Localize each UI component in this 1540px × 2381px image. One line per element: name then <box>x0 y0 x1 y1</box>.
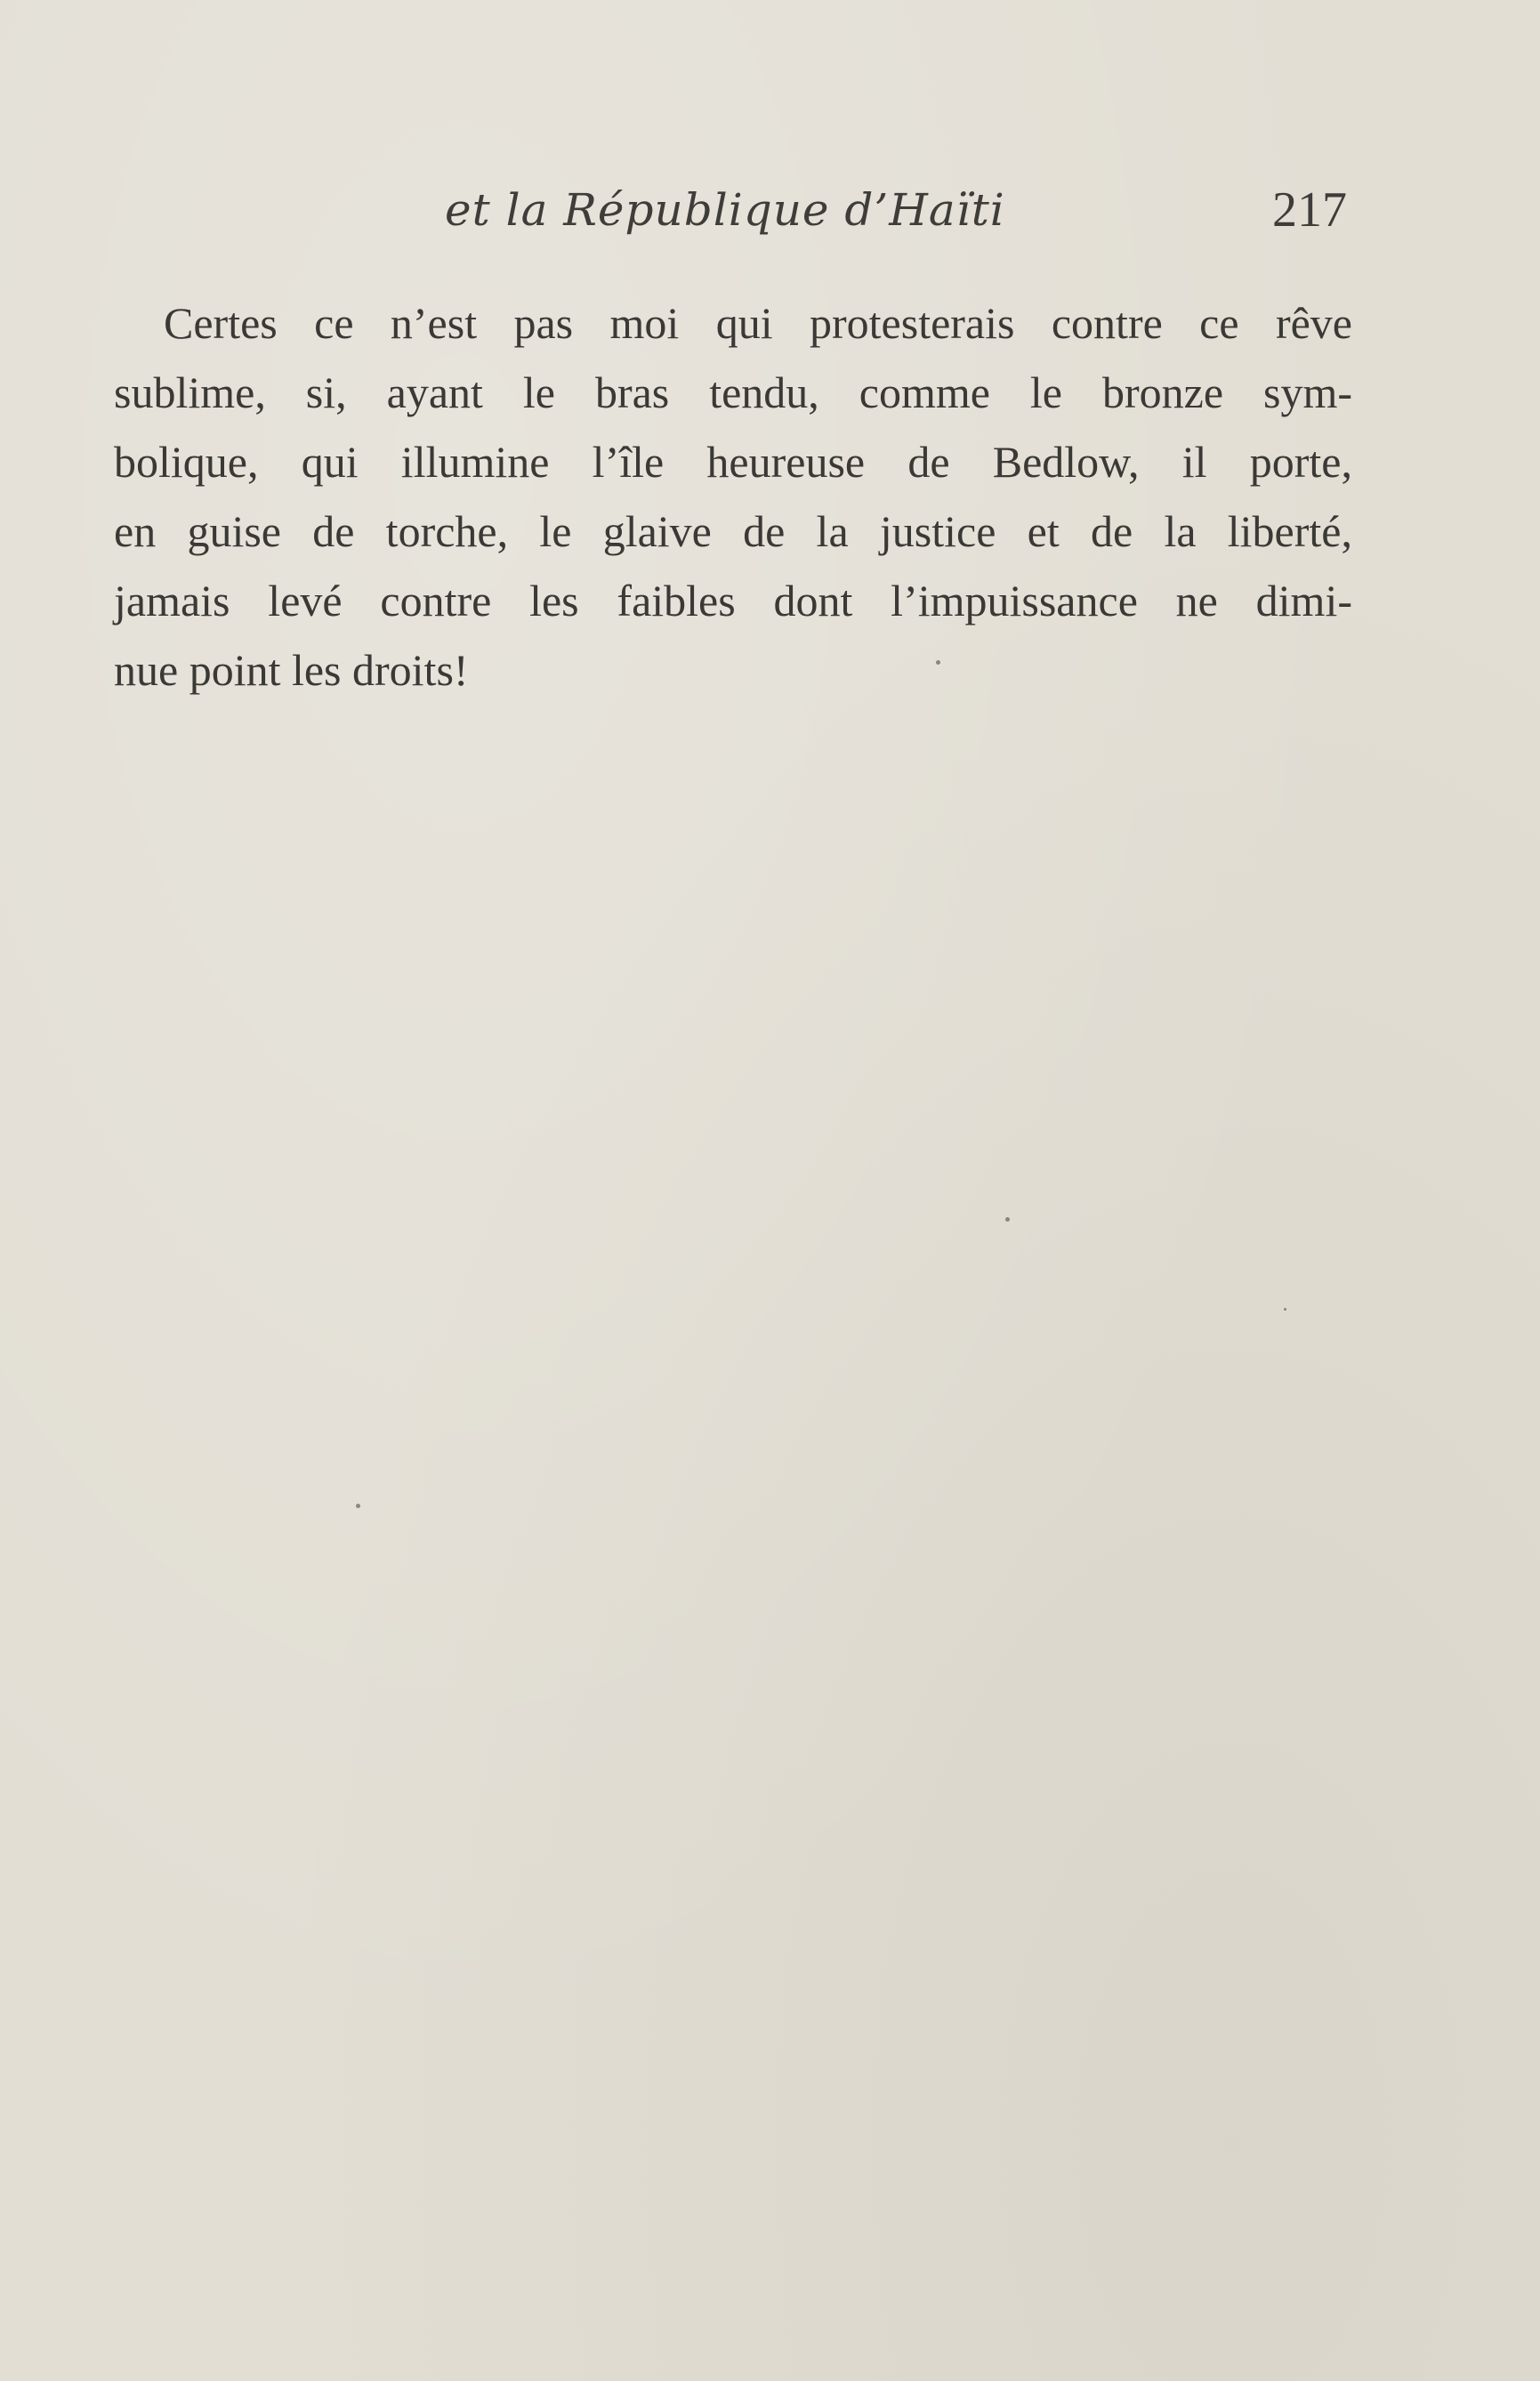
paper-speck <box>936 660 940 665</box>
paragraph-line: Certes ce n’est pas moi qui protesterais contre ce rêve <box>164 298 1352 348</box>
paragraph-line: nue point les droits! <box>114 645 469 695</box>
running-head <box>0 174 1540 246</box>
paper-speck <box>356 1504 360 1508</box>
running-title: et la République d’Haïti <box>445 184 1005 236</box>
paragraph-line: en guise de torche, le glaive de la justice et de la liberté, <box>114 506 1352 556</box>
page-number: 217 <box>1272 182 1347 238</box>
body-paragraph <box>114 288 1352 705</box>
paper-speck <box>1284 1308 1286 1311</box>
paragraph-line: sublime, si, ayant le bras tendu, comme le bronze sym- <box>114 367 1352 417</box>
paper-speck <box>1005 1217 1010 1222</box>
paragraph-line: jamais levé contre les faibles dont l’impuissance ne dimi- <box>114 576 1352 626</box>
paragraph-line: bolique, qui illumine l’île heureuse de Bedlow, il porte, <box>114 437 1352 487</box>
